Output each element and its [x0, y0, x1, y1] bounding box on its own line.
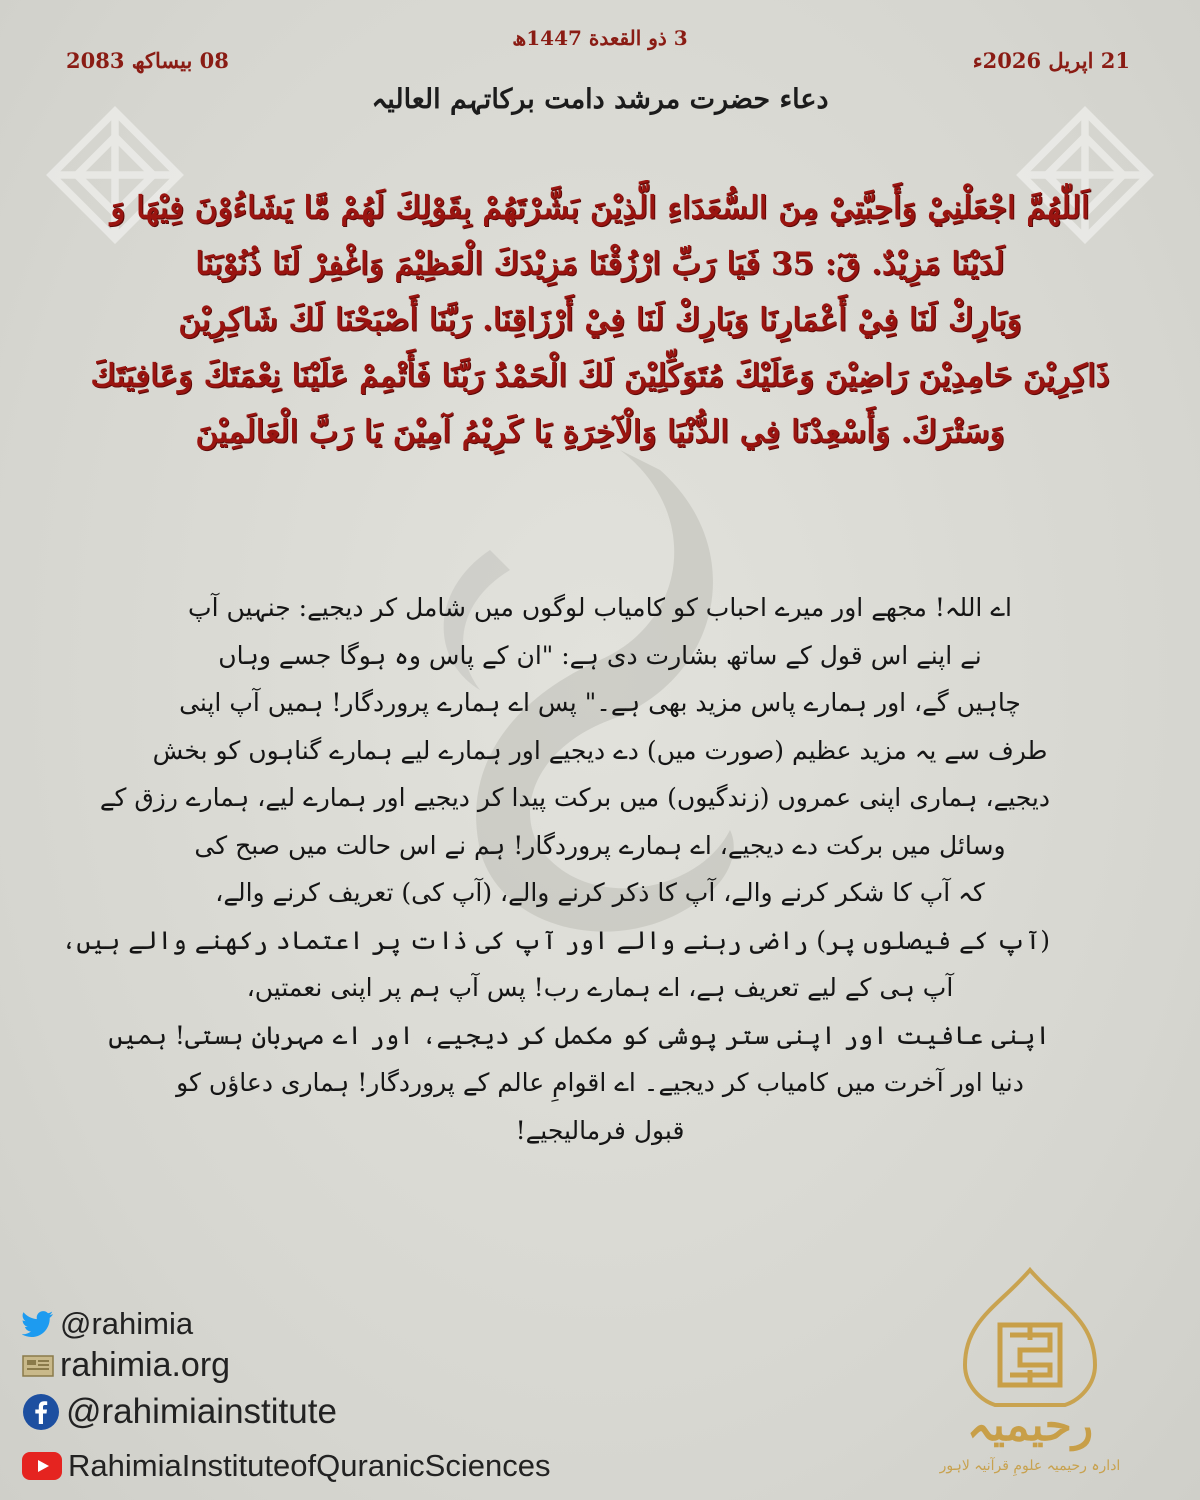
- facebook-label: @rahimiainstitute: [66, 1392, 337, 1431]
- youtube-channel[interactable]: [22, 1448, 550, 1484]
- twitter-handle[interactable]: [22, 1306, 193, 1342]
- bikrami-date: 08 بیساکھ 2083: [66, 48, 229, 73]
- arabic-dua-line: ذَاكِرِيْنَ حَامِدِيْنَ رَاضِيْنَ وَعَلَيْكَ مُتَوَكِّلِيْنَ لَكَ الْحَمْدُ رَبَّنَا فَأَتْمِمْ عَلَيْنَا نِعْمَتَكَ وَعَافِيَتَكَ: [90, 358, 1110, 394]
- twitter-icon: [22, 1311, 54, 1337]
- hijri-date: 3 ذو القعدة 1447ھ: [512, 26, 688, 50]
- urdu-line: اپنی عافیت اور اپنی ستر پوشی کو مکمل کر دیجیے، اور اے مہربان ہستی! ہمیں: [108, 1020, 1050, 1050]
- facebook-handle[interactable]: [22, 1392, 337, 1432]
- logo-subtitle: ادارہ رحیمیہ علومِ قرآنیہ لاہور: [939, 1458, 1121, 1474]
- urdu-line: (آپ کے فیصلوں پر) راضی رہنے والے اور آپ کی ذات پر اعتماد رکھنے والے ہیں،: [61, 925, 1050, 955]
- gregorian-date: 21 اپریل 2026ء: [972, 48, 1130, 73]
- arabic-dua-line: اَللّٰهُمَّ اجْعَلْنِيْ وَأَحِبَّتِيْ مِنَ السُّعَدَاءِ الَّذِيْنَ بَشَّرْتَهُمْ بِقَوْلِكَ لَهُمْ مَّا يَشَاءُوْنَ فِيْهَا وَ: [110, 190, 1090, 226]
- arabic-dua-line: وَبَارِكْ لَنَا فِيْ أَعْمَارِنَا وَبَارِكْ لَنَا فِيْ أَرْزَاقِنَا. رَبَّنَا أَصْبَحْنَا لَكَ شَاكِرِيْنَ: [178, 302, 1022, 338]
- arabic-dua-line: وَسَتْرَكَ. وَأَسْعِدْنَا فِي الدُّنْيَا وَالْآخِرَةِ يَا كَرِيْمُ آمِيْنَ يَا رَبَّ الْعَالَمِيْنَ: [195, 414, 1005, 450]
- web-icon: [22, 1353, 54, 1379]
- youtube-label: RahimiaInstituteofQuranicSciences: [68, 1448, 551, 1483]
- website-label: rahimia.org: [60, 1346, 231, 1384]
- arabic-dua: [70, 180, 1130, 460]
- urdu-line: کہ آپ کا شکر کرنے والے، آپ کا ذکر کرنے والے، (آپ کی) تعریف کرنے والے،: [215, 878, 985, 907]
- urdu-line: وسائل میں برکت دے دیجیے، اے ہمارے پروردگار! ہم نے اس حالت میں صبح کی: [194, 830, 1006, 860]
- youtube-icon: [22, 1452, 62, 1480]
- website-link[interactable]: [22, 1346, 230, 1385]
- twitter-handle-label: @rahimia: [60, 1306, 194, 1341]
- arabic-dua-line: لَدَيْنَا مَزِيْدٌ. قٓ: 35 فَيَا رَبِّ ارْزُقْنَا مَزِيْدَكَ الْعَظِيْمَ وَاغْفِرْ لَنَا ذُنُوْبَنَا: [195, 246, 1005, 282]
- urdu-line: چاہیں گے، اور ہمارے پاس مزید بھی ہے۔" پس اے ہمارے پروردگار! ہمیں آپ اپنی: [179, 688, 1021, 717]
- page-title: دعاء حضرت مرشد دامت برکاتہم العالیہ: [371, 84, 829, 115]
- urdu-line: آپ ہی کے لیے تعریف ہے، اے ہمارے رب! پس آپ ہم پر اپنی نعمتیں،: [246, 973, 954, 1002]
- urdu-line: دنیا اور آخرت میں کامیاب کر دیجیے۔ اے اقوامِ عالم کے پروردگار! ہماری دعاؤں کو: [176, 1068, 1024, 1097]
- facebook-icon: [22, 1393, 60, 1431]
- urdu-line: اے اللہ! مجھے اور میرے احباب کو کامیاب لوگوں میں شامل کر دیجیے: جنہیں آپ: [188, 593, 1012, 622]
- urdu-line: دیجیے، ہماری اپنی عمروں (زندگیوں) میں برکت پیدا کر دیجیے اور ہمارے لیے، ہمارے رزق کے: [99, 783, 1050, 812]
- urdu-line: نے اپنے اس قول کے ساتھ بشارت دی ہے: "ان کے پاس وہ ہوگا جسے وہاں: [218, 640, 982, 670]
- logo-name: رحیمیہ: [966, 1400, 1094, 1451]
- urdu-translation: [61, 584, 1050, 1154]
- urdu-line: قبول فرمالیجیے!: [515, 1115, 685, 1145]
- urdu-line: طرف سے یہ مزید عظیم (صورت میں) دے دیجیے اور ہمارے لیے ہمارے گناہوں کو بخش: [152, 735, 1048, 765]
